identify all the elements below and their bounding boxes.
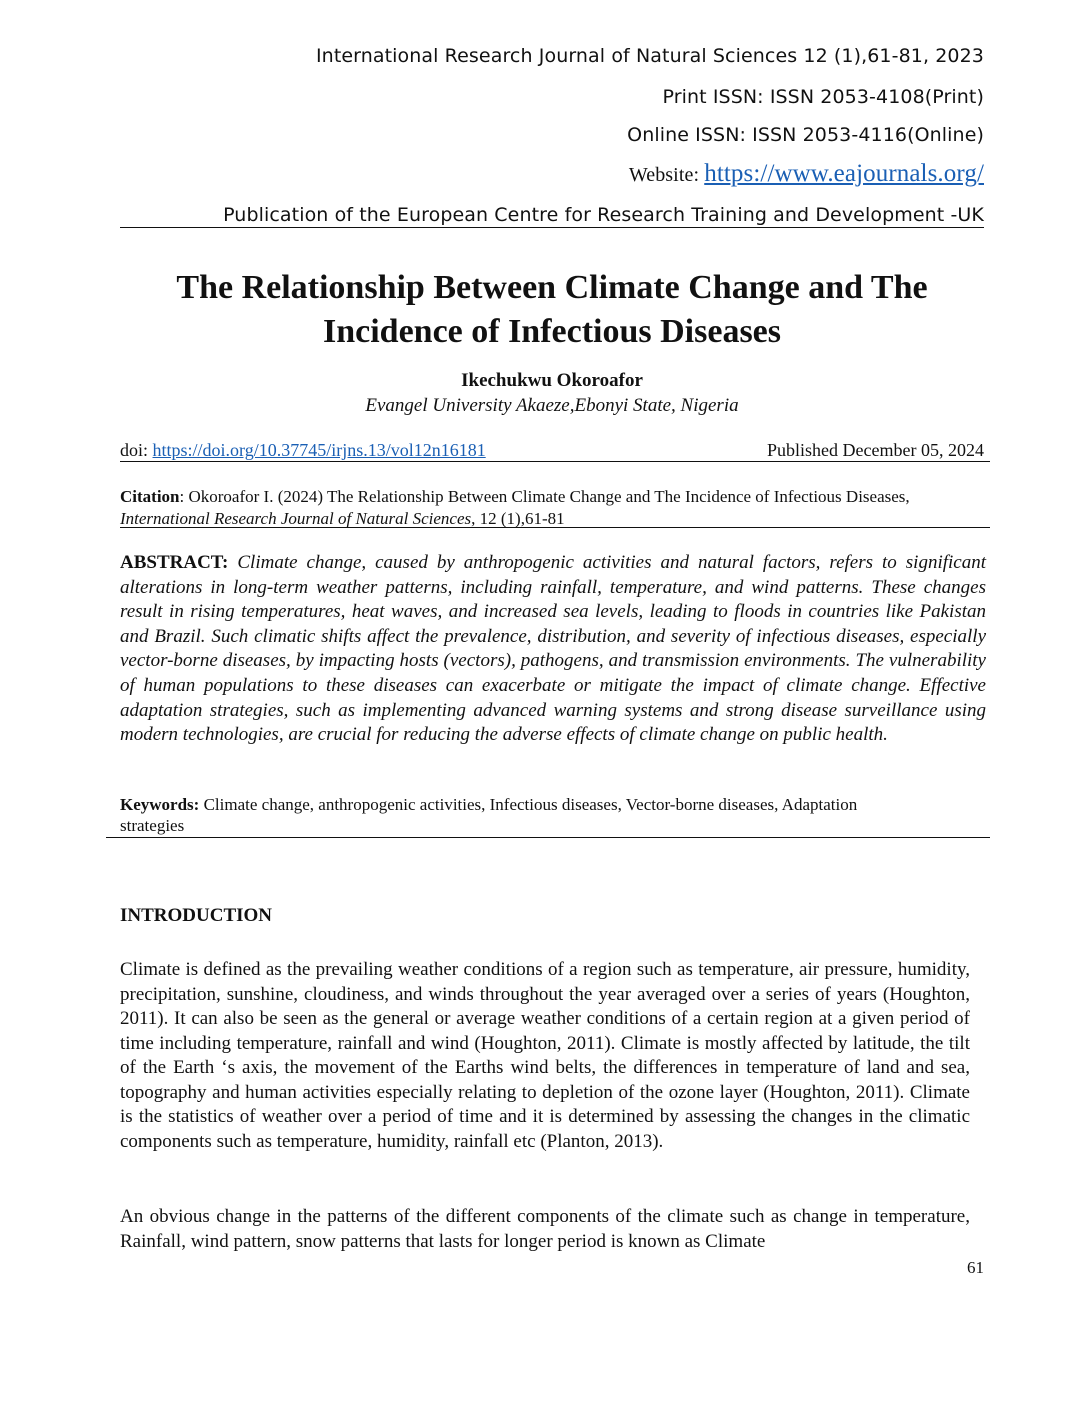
header-divider bbox=[120, 227, 984, 228]
keywords bbox=[120, 794, 986, 816]
citation-text: : Okoroafor I. (2024) The Relationship Between Climate Change and The Incidence of Infectious Diseases, bbox=[179, 487, 910, 506]
intro-paragraph-1: Climate is defined as the prevailing weather conditions of a region such as temperature, air pressure, humidity, precipitation, sunshine, cloudiness, and winds throughout the year averaged over a series of years (Houghton, 2011). It can also be seen as the general or average weather conditions of a certain region at a given period of time including temperature, rainfall and wind (Houghton, 2011). Climate is mostly affected by latitude, the tilt of the Earth ‘s axis, the movement of the Earths wind belts, the differences in temperature of land and sea, topography and human activities especially relating to depletion of the ozone layer (Houghton, 2011). Climate is the statistics of weather over a period of time and it is determined by assessing the changes in the climatic components such as temperature, humidity, rainfall etc (Planton, 2013). bbox=[120, 959, 970, 1152]
doi-divider bbox=[120, 461, 990, 462]
keywords-wrap: strategies bbox=[120, 816, 185, 835]
introduction-heading: INTRODUCTION bbox=[120, 905, 273, 926]
published-date: Published December 05, 2024 bbox=[767, 440, 984, 460]
keywords-divider bbox=[106, 837, 990, 838]
doi-label: doi: bbox=[120, 440, 153, 460]
citation-tail: , 12 (1),61-81 bbox=[471, 509, 565, 528]
abstract-label: ABSTRACT: bbox=[120, 552, 229, 573]
intro-paragraph-2: An obvious change in the patterns of the different components of the climate such as change in temperature, Rainfall, wind pattern, snow patterns that lasts for longer period is known as Climate bbox=[120, 1206, 970, 1252]
author-name: Ikechukwu Okoroafor bbox=[461, 370, 643, 391]
doi-row bbox=[120, 440, 984, 461]
page-number: 61 bbox=[967, 1258, 984, 1277]
online-issn: Online ISSN: ISSN 2053-4116(Online) bbox=[627, 124, 984, 146]
print-issn: Print ISSN: ISSN 2053-4108(Print) bbox=[662, 86, 984, 108]
author-affiliation: Evangel University Akaeze,Ebonyi State, Nigeria bbox=[365, 395, 739, 416]
website-link[interactable]: https://www.eajournals.org/ bbox=[704, 160, 984, 187]
citation bbox=[120, 486, 986, 530]
title-line-1: The Relationship Between Climate Change and The bbox=[176, 269, 928, 306]
citation-journal: International Research Journal of Natural Sciences bbox=[120, 509, 472, 528]
website-label: Website: bbox=[628, 164, 705, 186]
abstract bbox=[120, 551, 986, 748]
keywords-text: Climate change, anthropogenic activities, Infectious diseases, Vector-borne diseases, Adaptation bbox=[199, 795, 858, 814]
title-line-2: Incidence of Infectious Diseases bbox=[322, 313, 782, 350]
doi bbox=[120, 440, 486, 461]
keywords-label: Keywords: bbox=[120, 795, 200, 814]
abstract-text: Climate change, caused by anthropogenic activities and natural factors, refers to significant alterations in long-term weather patterns, including rainfall, temperature, and wind patterns. These changes result in rising temperatures, heat waves, and increased sea levels, leading to floods in countries like Pakistan and Brazil. Such climatic shifts affect the prevalence, distribution, and severity of infectious diseases, especially vector-borne diseases, by impacting hosts (vectors), pathogens, and transmission environments. The vulnerability of human populations to these diseases can exacerbate or mitigate the impact of climate change. Effective adaptation strategies, such as implementing advanced warning systems and strong disease surveillance using modern technologies, are crucial for reducing the adverse effects of climate change on public health. bbox=[120, 552, 986, 746]
website-line bbox=[629, 160, 984, 188]
citation-label: Citation bbox=[120, 487, 180, 506]
article-title bbox=[120, 266, 984, 354]
publisher-line: Publication of the European Centre for Research Training and Development -UK bbox=[223, 204, 984, 226]
journal-citation-header: International Research Journal of Natural Sciences 12 (1),61-81, 2023 bbox=[315, 45, 984, 67]
doi-link[interactable]: https://doi.org/10.37745/irjns.13/vol12n16181 bbox=[152, 440, 486, 460]
citation-divider bbox=[120, 527, 990, 528]
